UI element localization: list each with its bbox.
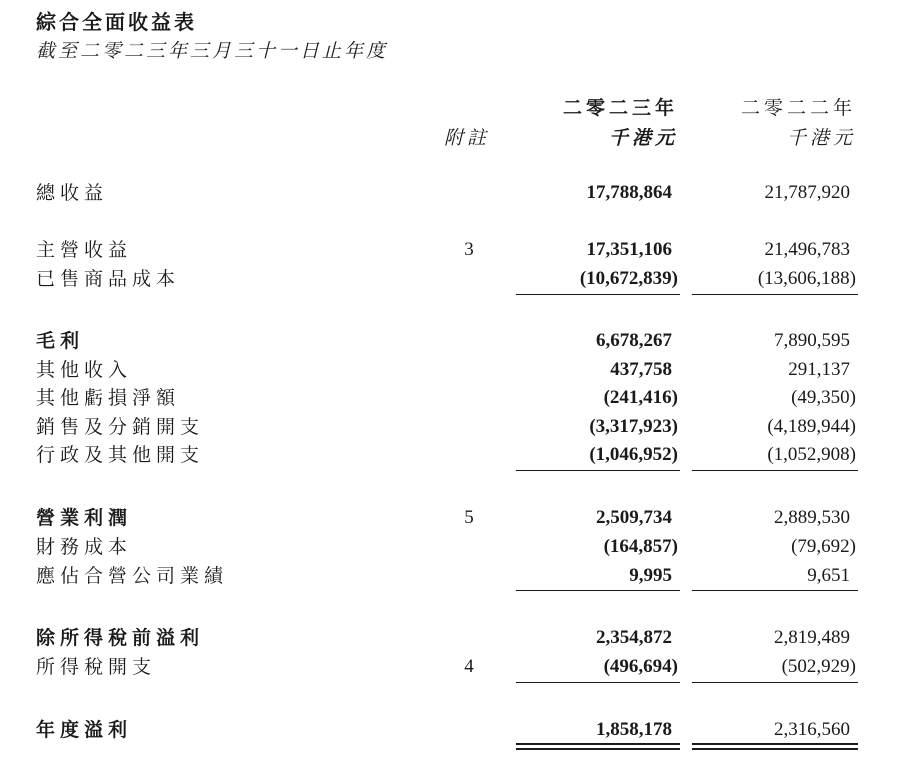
subtotal-rule-2022 [692,294,858,295]
row-value-2022: 21,787,920 [764,182,850,203]
table-row [0,442,916,468]
row-label: 其他收入 [36,359,133,381]
row-value-2023: (3,317,923) [589,416,678,437]
row-label: 已售商品成本 [36,268,181,290]
table-row [0,625,916,651]
row-label: 所得稅開支 [36,656,157,678]
row-value-2022: (1,052,908) [767,444,856,465]
subtotal-rule-2022 [692,590,858,591]
row-note: 4 [464,656,474,677]
table-row [0,563,916,589]
row-value-2022: 21,496,783 [764,239,850,260]
subtotal-rule-2023 [516,294,680,295]
row-value-2022: (79,692) [791,536,856,557]
column-unit-2023: 千港元 [608,127,678,149]
row-label: 主營收益 [36,239,133,261]
row-value-2023: (496,694) [603,656,678,677]
row-value-2023: (1,046,952) [589,444,678,465]
row-value-2022: (502,929) [781,656,856,677]
row-label: 總收益 [36,182,109,204]
row-value-2023: 1,858,178 [596,719,672,740]
row-value-2023: 17,351,106 [586,239,672,260]
row-value-2023: 437,758 [610,359,672,380]
row-value-2022: (13,606,188) [757,268,856,289]
table-row [0,328,916,354]
column-unit-2022: 千港元 [786,127,856,149]
row-value-2022: 2,889,530 [774,507,850,528]
row-note: 5 [464,507,474,528]
row-label: 行政及其他開支 [36,444,205,466]
table-row [0,505,916,531]
statement-period: 截至二零二三年三月三十一日止年度 [36,40,389,62]
row-value-2022: 7,890,595 [774,330,850,351]
row-label: 銷售及分銷開支 [36,416,205,438]
subtotal-rule-2022 [692,470,858,471]
total-double-rule-2022 [692,743,858,750]
row-value-2023: 6,678,267 [596,330,672,351]
column-header-2022: 二零二二年 [740,97,856,119]
row-value-2023: (164,857) [603,536,678,557]
table-row [0,180,916,206]
row-value-2023: 2,509,734 [596,507,672,528]
statement-title: 綜合全面收益表 [36,10,197,34]
row-value-2023: 17,788,864 [586,182,672,203]
row-label: 年度溢利 [36,719,133,741]
row-value-2022: 2,819,489 [774,627,850,648]
row-label: 應佔合營公司業績 [36,565,229,587]
table-row [0,357,916,383]
row-value-2023: 2,354,872 [596,627,672,648]
table-row [0,534,916,560]
row-value-2022: (49,350) [791,387,856,408]
column-header-2023: 二零二三年 [562,97,678,119]
table-row [0,237,916,263]
row-value-2022: 2,316,560 [774,719,850,740]
table-row [0,266,916,292]
row-label: 營業利潤 [36,507,133,529]
total-double-rule-2023 [516,743,680,750]
row-label: 毛利 [36,330,85,352]
subtotal-rule-2022 [692,682,858,683]
table-row [0,385,916,411]
row-value-2023: (241,416) [603,387,678,408]
table-row [0,717,916,743]
row-label: 其他虧損淨額 [36,387,181,409]
column-header-note: 附註 [444,127,491,149]
row-value-2022: 9,651 [807,565,850,586]
row-value-2022: (4,189,944) [767,416,856,437]
row-label: 財務成本 [36,536,133,558]
subtotal-rule-2023 [516,470,680,471]
row-value-2022: 291,137 [788,359,850,380]
row-label: 除所得稅前溢利 [36,627,205,649]
row-note: 3 [464,239,474,260]
subtotal-rule-2023 [516,590,680,591]
row-value-2023: 9,995 [629,565,672,586]
table-row [0,414,916,440]
subtotal-rule-2023 [516,682,680,683]
row-value-2023: (10,672,839) [579,268,678,289]
table-row [0,654,916,680]
